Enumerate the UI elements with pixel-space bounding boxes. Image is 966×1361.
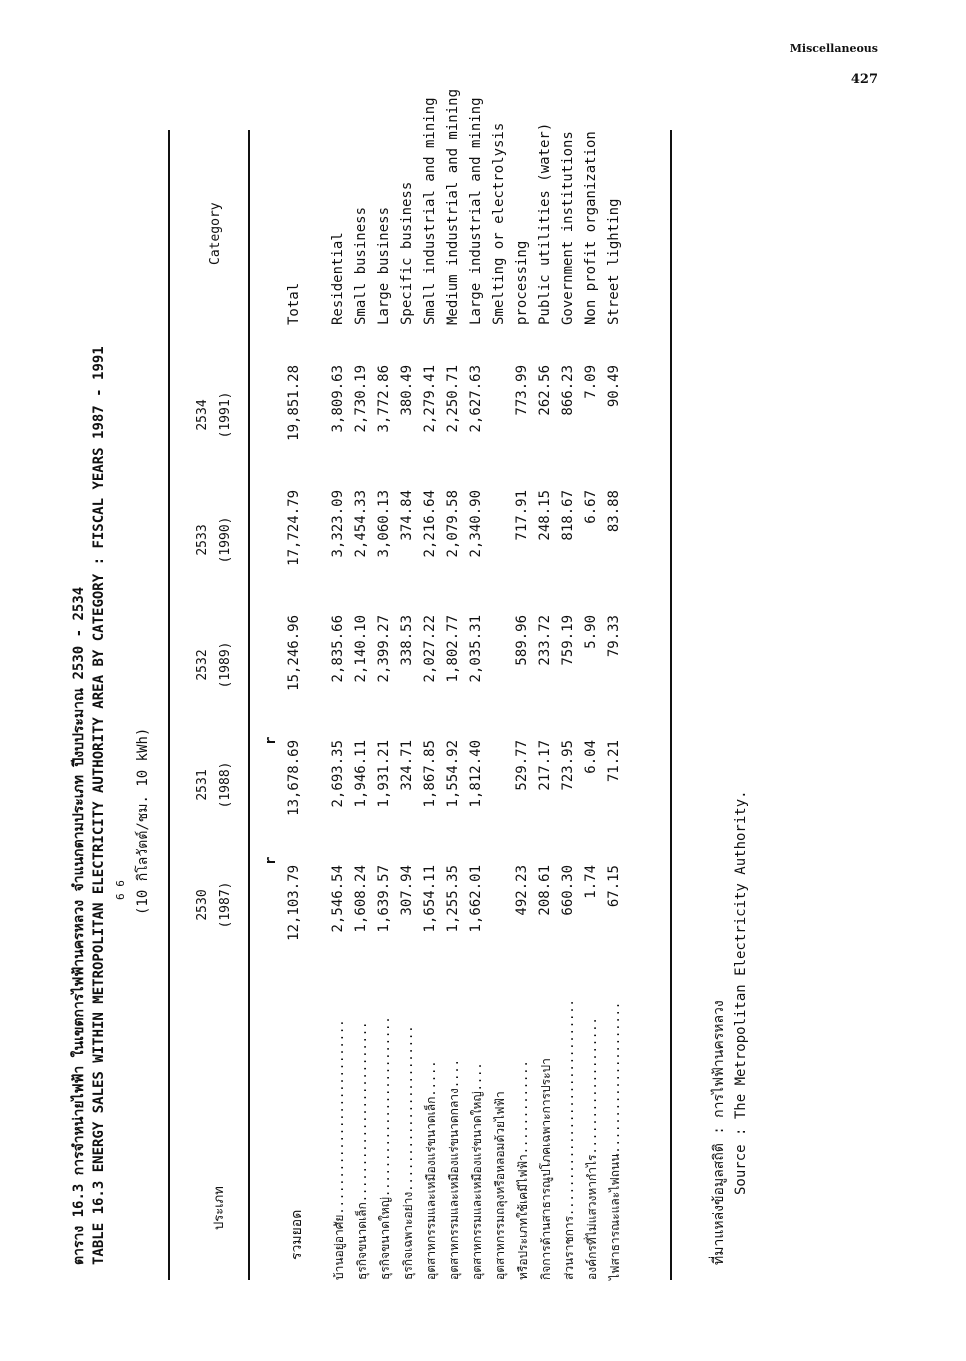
year-2530: 2530 bbox=[195, 889, 210, 921]
cell-value: 79.33 bbox=[606, 615, 622, 658]
cell-value: 67.15 bbox=[606, 865, 622, 908]
total-value: 19,851.28 bbox=[286, 365, 302, 441]
col-header-thai: ประเภท bbox=[212, 1186, 227, 1230]
table-title-thai: ตาราง 16.3 การจำหน่ายไฟฟ้า ในเขตการไฟฟ้านครหลวง จำแนกตามประเภท ปีงบประมาณ 2530 - 2534 bbox=[71, 586, 87, 1265]
cell-value: 3,060.13 bbox=[376, 490, 392, 558]
row-label-english: Smelting or electrolysis bbox=[491, 122, 507, 325]
row-label-english: Medium industrial and mining bbox=[445, 88, 461, 325]
row-label-english: Non profit organization bbox=[583, 131, 599, 325]
row-label-thai: อุตสาหกรรมและเหมืองแร่ขนาดใหญ่.... bbox=[470, 1062, 484, 1280]
total-label-english: Total bbox=[286, 282, 302, 325]
row-label-english: processing bbox=[514, 240, 530, 325]
total-value: 12,103.79 bbox=[286, 865, 302, 941]
row-label-thai: อุตสาหกรรมถลุงหรือหลอมด้วยไฟฟ้า bbox=[493, 1091, 507, 1280]
row-label-thai: ธุรกิจเฉพาะอย่าง....................... bbox=[401, 1025, 415, 1280]
cell-value: 338.53 bbox=[399, 615, 415, 666]
cell-value: 217.17 bbox=[537, 740, 553, 791]
cell-value: 2,627.63 bbox=[468, 365, 484, 433]
cell-value: 1,812.40 bbox=[468, 740, 484, 808]
cell-value: 208.61 bbox=[537, 865, 553, 916]
year-2533: 2533 bbox=[195, 524, 210, 556]
row-label-english: Large business bbox=[376, 206, 392, 325]
row-label-thai: อุตสาหกรรมและเหมืองแร่ขนาดกลาง.... bbox=[447, 1059, 461, 1280]
section-title: Miscellaneous bbox=[789, 42, 878, 55]
cell-value: 2,399.27 bbox=[376, 615, 392, 683]
total-value: 17,724.79 bbox=[286, 490, 302, 566]
unit-label: (10 กิโลวัตต์/ชม. 10 kWh) bbox=[135, 727, 151, 915]
cell-value: 723.95 bbox=[560, 740, 576, 791]
top-rule bbox=[168, 130, 170, 1280]
year-1989: (1989) bbox=[218, 641, 233, 689]
row-label-english: Small business bbox=[353, 206, 369, 325]
year-1988: (1988) bbox=[218, 761, 233, 809]
revised-mark-2531: r bbox=[263, 736, 279, 745]
cell-value: 248.15 bbox=[537, 490, 553, 541]
revised-mark-2530: r bbox=[263, 856, 279, 865]
cell-value: 83.88 bbox=[606, 490, 622, 533]
cell-value: 717.91 bbox=[514, 490, 530, 541]
cell-value: 3,772.86 bbox=[376, 365, 392, 433]
source-english: Source : The Metropolitan Electricity Authority. bbox=[733, 790, 749, 1195]
cell-value: 818.67 bbox=[560, 490, 576, 541]
row-label-thai: บ้านอยู่อาศัย........................... bbox=[332, 1019, 346, 1280]
cell-value: 2,454.33 bbox=[353, 490, 369, 558]
cell-value: 1.74 bbox=[583, 865, 599, 899]
unit-exponent: 6 6 bbox=[114, 880, 127, 900]
cell-value: 1,639.57 bbox=[376, 865, 392, 933]
cell-value: 71.21 bbox=[606, 740, 622, 783]
cell-value: 2,693.35 bbox=[330, 740, 346, 808]
cell-value: 2,730.19 bbox=[353, 365, 369, 433]
cell-value: 7.09 bbox=[583, 365, 599, 399]
cell-value: 374.84 bbox=[399, 490, 415, 541]
year-2534: 2534 bbox=[195, 399, 210, 431]
cell-value: 529.77 bbox=[514, 740, 530, 791]
cell-value: 2,079.58 bbox=[445, 490, 461, 558]
cell-value: 1,867.85 bbox=[422, 740, 438, 808]
row-label-english: Small industrial and mining bbox=[422, 97, 438, 325]
cell-value: 1,802.77 bbox=[445, 615, 461, 683]
cell-value: 380.49 bbox=[399, 365, 415, 416]
year-1990: (1990) bbox=[218, 516, 233, 564]
cell-value: 2,035.31 bbox=[468, 615, 484, 683]
table-title-english: TABLE 16.3 ENERGY SALES WITHIN METROPOLITAN ELECTRICITY AUTHORITY AREA BY CATEGORY : FISCAL YEARS 1987 - 1991 bbox=[91, 346, 107, 1265]
cell-value: 1,946.11 bbox=[353, 740, 369, 808]
cell-value: 759.19 bbox=[560, 615, 576, 666]
year-1987: (1987) bbox=[218, 881, 233, 929]
header-rule bbox=[248, 130, 250, 1280]
total-value: 15,246.96 bbox=[286, 615, 302, 691]
cell-value: 1,931.21 bbox=[376, 740, 392, 808]
row-label-english: Specific business bbox=[399, 181, 415, 325]
cell-value: 1,662.01 bbox=[468, 865, 484, 933]
cell-value: 262.56 bbox=[537, 365, 553, 416]
total-label-thai: รวมยอด bbox=[289, 1209, 305, 1260]
col-header-category: Category bbox=[208, 202, 223, 265]
cell-value: 324.71 bbox=[399, 740, 415, 791]
row-label-thai: ไฟสาธารณะและไฟถนน..................... bbox=[608, 1001, 622, 1280]
row-label-english: Government institutions bbox=[560, 131, 576, 325]
cell-value: 6.67 bbox=[583, 490, 599, 524]
cell-value: 2,546.54 bbox=[330, 865, 346, 933]
row-label-english: Residential bbox=[330, 232, 346, 325]
cell-value: 2,835.66 bbox=[330, 615, 346, 683]
cell-value: 2,027.22 bbox=[422, 615, 438, 683]
cell-value: 2,140.10 bbox=[353, 615, 369, 683]
cell-value: 2,340.90 bbox=[468, 490, 484, 558]
cell-value: 6.04 bbox=[583, 740, 599, 774]
year-1991: (1991) bbox=[218, 391, 233, 439]
cell-value: 492.23 bbox=[514, 865, 530, 916]
year-2531: 2531 bbox=[195, 769, 210, 801]
cell-value: 233.72 bbox=[537, 615, 553, 666]
page-number: 427 bbox=[850, 72, 878, 87]
row-label-english: Public utilities (water) bbox=[537, 122, 553, 325]
cell-value: 589.96 bbox=[514, 615, 530, 666]
total-value: 13,678.69 bbox=[286, 740, 302, 816]
cell-value: 1,255.35 bbox=[445, 865, 461, 933]
year-2532: 2532 bbox=[195, 649, 210, 681]
cell-value: 90.49 bbox=[606, 365, 622, 408]
cell-value: 3,323.09 bbox=[330, 490, 346, 558]
cell-value: 660.30 bbox=[560, 865, 576, 916]
cell-value: 2,216.64 bbox=[422, 490, 438, 558]
cell-value: 5.90 bbox=[583, 615, 599, 649]
row-label-english: Large industrial and mining bbox=[468, 97, 484, 325]
cell-value: 2,250.71 bbox=[445, 365, 461, 433]
row-label-thai: ธุรกิจขนาดใหญ่......................... bbox=[378, 1016, 392, 1280]
cell-value: 307.94 bbox=[399, 865, 415, 916]
cell-value: 1,608.24 bbox=[353, 865, 369, 933]
row-label-thai: ธุรกิจขนาดเล็ก......................... bbox=[355, 1021, 369, 1280]
row-label-english: Street lighting bbox=[606, 198, 622, 325]
cell-value: 866.23 bbox=[560, 365, 576, 416]
row-label-thai: อุตสาหกรรมและเหมืองแร่ขนาดเล็ก..... bbox=[424, 1060, 438, 1280]
row-label-thai: ส่วนราชการ.............................. bbox=[562, 999, 576, 1280]
row-label-thai: หรือประเภทใช้เคมีไฟฟ้า............. bbox=[516, 1060, 530, 1280]
row-label-thai: องค์กรที่ไม่แสวงหากำไร................... bbox=[585, 1017, 599, 1280]
cell-value: 2,279.41 bbox=[422, 365, 438, 433]
row-label-thai: กิจการด้านสาธารณูปโภคเฉพาะการประปา bbox=[539, 1058, 553, 1280]
cell-value: 773.99 bbox=[514, 365, 530, 416]
cell-value: 3,809.63 bbox=[330, 365, 346, 433]
source-thai: ที่มาแหล่งข้อมูลสถิติ : การไฟฟ้านครหลวง bbox=[711, 1000, 727, 1265]
cell-value: 1,654.11 bbox=[422, 865, 438, 933]
bottom-rule bbox=[670, 130, 672, 1280]
cell-value: 1,554.92 bbox=[445, 740, 461, 808]
rotated-table-page bbox=[58, 90, 858, 1320]
